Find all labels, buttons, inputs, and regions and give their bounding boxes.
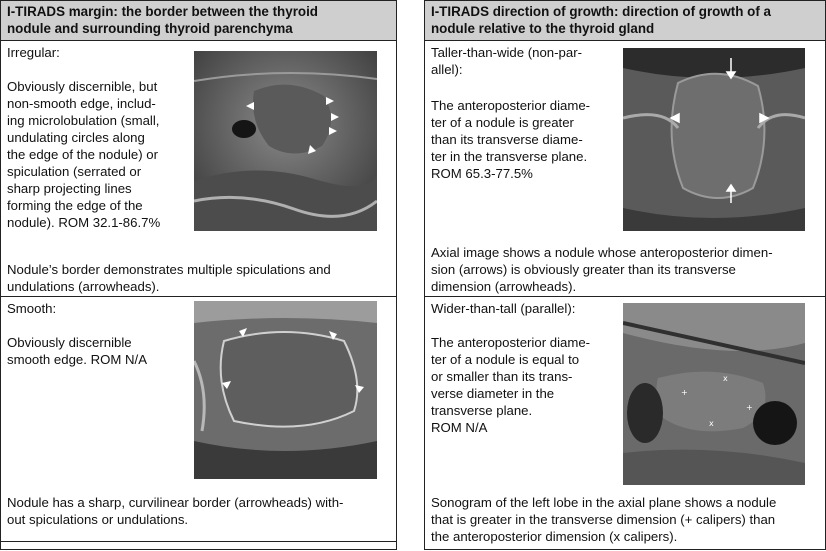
irregular-cell — [1, 41, 396, 296]
wider-cell — [425, 297, 825, 551]
smooth-description: Obviously discernible smooth edge. ROM N/A — [7, 335, 147, 367]
irregular-description: Obviously discernible, but non-smooth edge, includ- ing microlobulation (small, undulating circles along the edge of the nodule) or spiculation (serrated or sharp projecting lines forming the edge of the nodule). ROM 32.1-86.7% — [7, 79, 161, 230]
taller-description: The anteroposterior diame- ter of a nodule is greater than its transverse diame- ter in the transverse plane. ROM 65.3-77.5% — [431, 98, 591, 181]
margin-table — [0, 0, 397, 550]
wider-caption: Sonogram of the left lobe in the axial plane shows a nodule that is greater in the transverse dimension (+ calipers) than the anteroposterior dimension (x calipers). — [431, 495, 777, 544]
irregular-title: Irregular: — [7, 45, 60, 60]
smooth-title: Smooth: — [7, 301, 57, 316]
row-divider-bottom — [1, 541, 396, 542]
svg-text:+: + — [746, 403, 753, 412]
direction-table — [424, 0, 826, 550]
wider-title: Wider-than-tall (parallel): — [431, 301, 576, 316]
direction-table-header: I-TIRADS direction of growth: direction of growth of a nodule relative to the thyroid gland — [425, 1, 825, 41]
taller-caption: Axial image shows a nodule whose anteroposterior dimen- sion (arrows) is obviously greater than its transverse dimension (arrowheads). — [431, 245, 773, 294]
smooth-cell — [1, 297, 396, 541]
margin-table-header: I-TIRADS margin: the border between the thyroid nodule and surrounding thyroid parenchyma — [1, 1, 396, 41]
taller-cell — [425, 41, 825, 296]
smooth-caption: Nodule has a sharp, curvilinear border (arrowheads) with- out spiculations or undulations. — [7, 495, 344, 527]
taller-ultrasound-image — [623, 48, 805, 231]
wider-description: The anteroposterior diame- ter of a nodule is equal to or smaller than its trans- verse diameter in the transverse plane. ROM N/A — [431, 335, 591, 435]
wider-ultrasound-image — [623, 303, 805, 485]
taller-title: Taller-than-wide (non-par- allel): — [431, 45, 582, 77]
irregular-caption: Nodule’s border demonstrates multiple spiculations and undulations (arrowheads). — [7, 262, 331, 294]
irregular-ultrasound-image — [194, 51, 377, 231]
svg-text:x: x — [709, 419, 714, 428]
svg-text:+: + — [681, 388, 688, 397]
smooth-ultrasound-image — [194, 301, 377, 479]
svg-text:x: x — [723, 374, 728, 383]
